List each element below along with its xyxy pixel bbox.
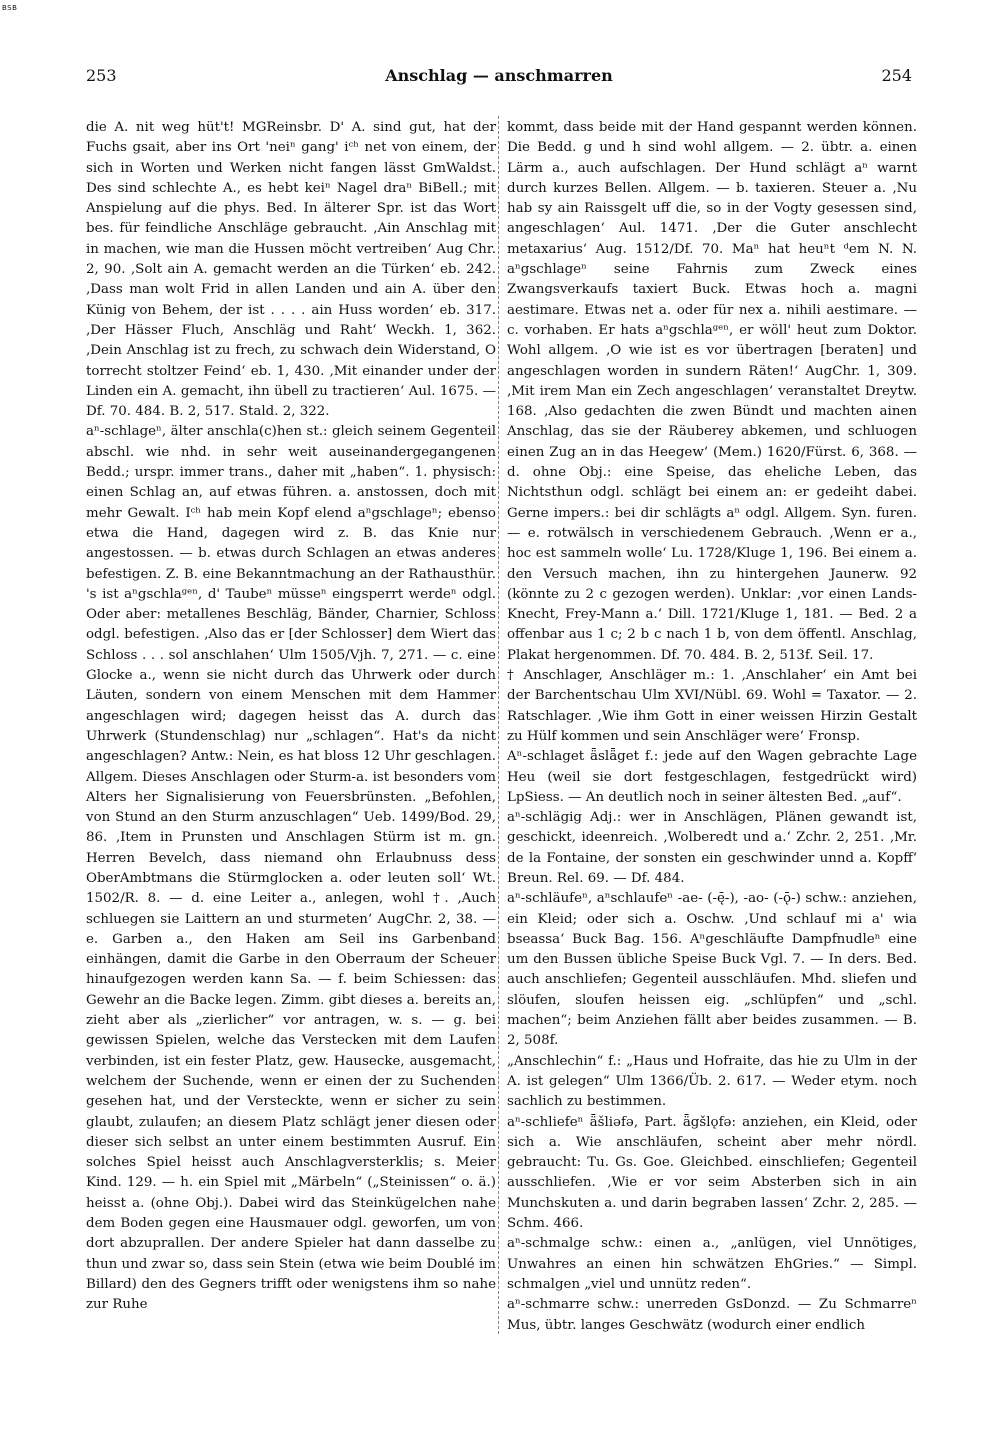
entry-paragraph: kommt, dass beide mit der Hand gespannt werden können. Die Bedd. g und h sind wohl allgem. — 2. übtr. a. einen Lärm a., auch aufschlagen. Der Hund schlägt aⁿ warnt durch kurzes Bellen. Allgem. — b. taxieren. Steuer a. ‚Nu hab sy ain Raissgelt uff die, so in der Vogty gesessen sind, angeschlagen‘ Aul. 1471. ‚Der die Guter anschlecht metaxarius‘ Aug. 1512/Df. 70. Maⁿ hat heuⁿt ᵈem N. N. aⁿgschlageⁿ seine Fahrnis zum Zweck eines Zwangsverkaufs taxiert Buck. Etwas hoch a. magni aestimare. Etwas net a. oder für nex a. nihili aestimare. — c. vorhaben. Er hats aⁿgschlaᵍᵉⁿ, er wöll' heut zum Doktor. Wohl allgem. ‚O wie ist es vor übertragen [beraten] und angeschlagen worden in sundern Räten!‘ AugChr. 1, 309. ‚Mit irem Man ein Zech angeschlagen‘ veranstaltet Dreytw. 168. ‚Also gedachten die zwen Bündt und machten ainen Anschlag, das sie der Räuberey abkemen, und schluogen einen Zug an in das Heegew‘ (Mem.) 1620/Fürst. 6, 368. — d. ohne Obj.: eine Speise, das eheliche Leben, das Nichtsthun odgl. schlägt bei einem an: er gedeiht dabei. Gerne impers.: bei dir schlägts aⁿ odgl. Allgem. Syn. furen. — e. rotwälsch in verschiedenem Gebrauch. ‚Wenn er a., hoc est sammeln wolle‘ Lu. 1728/Kluge 1, 196. Bei einem a. den Versuch machen, ihn zu hintergehen Jaunerw. 92 (könnte zu 2 c gezogen werden). Unklar: ‚vor einen Lands-Knecht, Frey-Mann a.‘ Dill. 1721/Kluge 1, 181. — Bed. 2 a offenbar aus 1 c; 2 b c nach 1 b, von dem öffentl. Anschlag, Plakat hergenommen. Df. 70. 484. B. 2, 513f. Seil. 17. xyxy=(507,120,917,663)
library-stamp: BSB xyxy=(2,4,18,12)
entry-paragraph: † Anschlager, Anschläger m.: 1. ‚Anschlaher‘ ein Amt bei der Barchentschau Ulm XVI/Nübl. 69. Wohl = Taxator. — 2. Ratschlager. ‚Wie ihm Gott in einer weissen Hirzin Gestalt zu Hülf kommen und sein Anschläger were‘ Fronsp. xyxy=(507,668,917,744)
left-column xyxy=(86,118,496,1316)
entry-paragraph: aⁿ-schlägig Adj.: wer in Anschlägen, Plänen gewandt ist, geschickt, ideenreich. ‚Wolberedt und a.‘ Zchr. 2, 251. ‚Mr. de la Fontaine, der sonsten ein geschwinder unnd a. Kopff‘ Breun. Rel. 69. — Df. 484. xyxy=(507,810,917,886)
page-number-left: 253 xyxy=(86,66,117,85)
entry-paragraph: „Anschlechin“ f.: „Haus und Hofraite, das hie zu Ulm in der A. ist gelegen“ Ulm 1366/Üb. 2. 617. — Weder etym. noch sachlich zu bestimmen. xyxy=(507,1053,917,1110)
entry-paragraph: aⁿ-schläufeⁿ, aⁿschlaufeⁿ -ae- (-ę̄-), -ao- (-ǭ-) schw.: anziehen, ein Kleid; oder sich a. Oschw. ‚Und schlauf mi a' wia bseassa‘ Buck Bag. 156. Aⁿgeschläufte Dampfnudleⁿ eine um den Bussen übliche Speise Buck Vgl. 7. — In ders. Bed. auch anschliefen; Gegenteil ausschläufen. Mhd. sliefen und slöufen, sloufen heissen eig. „schlüpfen“ und „schl. machen“; beim Anziehen fällt aber beides zusammen. — B. 2, 508f. xyxy=(507,891,917,1049)
entry-paragraph: aⁿ-schmalge schw.: einen a., „anlügen, viel Unnötiges, Unwahres an einen hin schwätzen EhGries.“ — Simpl. schmalgen „viel und unnütz reden“. xyxy=(507,1236,917,1292)
entry-paragraph: die A. nit weg hüt't! MGReinsbr. D' A. sind gut, hat der Fuchs gsait, aber ins Ort 'neiⁿ gang' iᶜʰ net von einem, der sich in Worten und Werken nicht fangen lässt GmWaldst. Des sind schlechte A., es hebt keiⁿ Nagel draⁿ BiBell.; mit Anspielung auf die phys. Bed. In älterer Spr. ist das Wort bes. für feindliche Anschläge gebraucht. ‚Ain Anschlag mit in machen, wie man die Hussen möcht vertreiben‘ Aug Chr. 2, 90. ‚Solt ain A. gemacht werden an die Türken‘ eb. 242. ‚Dass man wolt Frid in allen Landen und ain A. über den Künig von Behem, der ist . . . . ain Huss worden‘ eb. 317. ‚Der Hässer Fluch, Anschläg und Raht‘ Weckh. 1, 362. ‚Dein Anschlag ist zu frech, zu schwach dein Widerstand, O torrecht stoltzer Feind‘ eb. 1, 430. ‚Mit einander under der Linden ein A. gemacht, ihn übell zu tractieren‘ Aul. 1675. — Df. 70. 484. B. 2, 517. Stald. 2, 322. xyxy=(86,120,496,420)
entry-paragraph: Aⁿ-schlaget ǟslǟget f.: jede auf den Wagen gebrachte Lage Heu (weil sie dort festgeschlagen, festgedrückt wird) LpSiess. — An deutlich noch in seiner ältesten Bed. „auf“. xyxy=(507,749,917,805)
column-divider xyxy=(498,116,499,1334)
entry-paragraph: aⁿ-schliefeⁿ ǟšliəfə, Part. ǟgšlǫfə: anziehen, ein Kleid, oder sich a. Wie anschläufen, scheint aber mehr nördl. gebraucht: Tu. Gs. Goe. Gleichbed. einschliefen; Gegenteil ausschliefen. ‚Wie er vor seim Absterben sich in ain Munchskuten a. und darin begraben lassen‘ Zchr. 2, 285. — Schm. 466. xyxy=(507,1114,917,1232)
right-column xyxy=(507,118,917,1336)
entry-paragraph: aⁿ-schlageⁿ, älter anschla(c)hen st.: gleich seinem Gegenteil abschl. wie nhd. in sehr weit auseinandergegangenen Bedd.; urspr. immer trans., daher mit „haben“. 1. physisch: einen Schlag an, auf etwas führen. a. anstossen, doch mit mehr Gewalt. Iᶜʰ hab mein Kopf elend aⁿgschlageⁿ; ebenso etwa die Hand, dagegen wird z. B. das Knie nur angestossen. — b. etwas durch Schlagen an etwas anderes befestigen. Z. B. eine Bekanntmachung an der Rathausthür. 's ist aⁿgschlaᵍᵉⁿ, d' Taubeⁿ müsseⁿ eingsperrt werdeⁿ odgl. Oder aber: metallenes Beschläg, Bänder, Charnier, Schloss odgl. befestigen. ‚Also das er [der Schlosser] dem Wiert das Schloss . . . sol anschlahen‘ Ulm 1505/Vjh. 7, 271. — c. eine Glocke a., wenn sie nicht durch das Uhrwerk oder durch Läuten, sondern von einem Menschen mit dem Hammer angeschlagen wird; dagegen heisst das A. durch das Uhrwerk (Stundenschlag) nur „schlagen“. Hat's da nicht angeschlagen? Antw.: Nein, es hat bloss 12 Uhr geschlagen. Allgem. Dieses Anschlagen oder Sturm-a. ist besonders vom Alters her Signalisierung von Feuersbrünsten. „Befohlen, von Stund an den Sturm anzuschlagen“ Ueb. 1499/Bod. 29, 86. ‚Item in Prunsten und Anschlagen Stürm ist m. gn. Herren Bevelch, dass niemand ohn Erlaubnuss dess OberAmbtmans die Stürmglocken a. oder leuten soll‘ Wt. 1502/R. 8. — d. eine Leiter a., anlegen, wohl †. ‚Auch schluegen sie Laittern an und sturmeten‘ AugChr. 2, 38. — e. Garben a., den Haken am Seil ins Garbenband einhängen, damit die Garbe in den Oberraum der Scheuer hinaufgezogen werden kann Sa. — f. beim Schiessen: das Gewehr an die Backe legen. Zimm. gibt dieses a. bereits an, zieht aber als „zierlicher“ vor antragen, w. s. — g. bei gewissen Spielen, welche das Verstecken mit dem Laufen verbinden, ist ein fester Platz, gew. Hausecke, ausgemacht, welchem der Suchende, wenn er einen der zu Suchenden gesehen hat, und der Versteckte, wenn er sicher zu sein glaubt, zulaufen; an diesem Platz schlägt jener diesen oder dieser sich selbst an unter einem bestimmten Ausruf. Ein solches Spiel heisst auch Anschlagversterklis; s. Meier Kind. 129. — h. ein Spiel mit „Märbeln“ („Steinissen“ o. ä.) heisst a. (ohne Obj.). Dabei wird das Steinkügelchen nahe dem Boden gegen eine Hausmauer odgl. geworfen, um von dort abzuprallen. Der andere Spieler hat dann dasselbe zu thun und zwar so, dass sein Stein (etwa wie beim Doublé im Billard) den des Gegners trifft oder wenigstens ihm so nahe zur Ruhe xyxy=(86,424,496,1313)
entry-paragraph: aⁿ-schmarre schw.: unerreden GsDonzd. — Zu Schmarreⁿ Mus, übtr. langes Geschwätz (wodurch einer endlich xyxy=(507,1297,917,1333)
page-number-right: 254 xyxy=(881,66,912,85)
page-header xyxy=(86,66,912,88)
running-title: Anschlag — anschmarren xyxy=(385,66,613,85)
